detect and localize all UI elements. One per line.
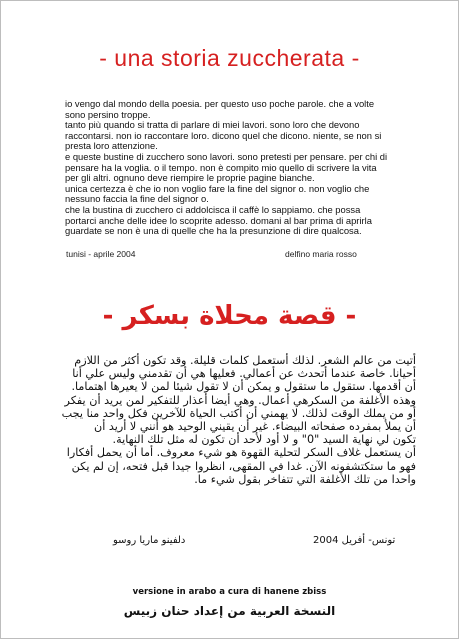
arabic-poem bbox=[51, 354, 416, 486]
arabic-poem-line: أن أقدمها. ستقول ما ستقول و يمكن أن لا تقول شيئا لمن لا يعيرها اهتماما. bbox=[71, 380, 416, 394]
italian-poem-line: e queste bustine di zucchero sono lavori. sono pretesti per pensare. per chi di bbox=[65, 150, 388, 162]
translation-credit-italian: versione in arabo a cura di hanene zbiss bbox=[132, 587, 327, 597]
arabic-poem-line: وهذه الأغلفة من السكرهي أعمال. وهي أيضا أعذار للتفكير لمن يريد أن يفكر bbox=[64, 393, 416, 407]
italian-title: - una storia zuccherata - bbox=[99, 45, 360, 71]
italian-place-date: tunisi - aprile 2004 bbox=[66, 249, 136, 259]
arabic-author: دلفينو ماريا روسو bbox=[113, 535, 186, 546]
italian-poem-line: io vengo dal mondo della poesia. per questo uso poche parole. che a volte bbox=[65, 98, 375, 109]
italian-poem-line: unica certezza è che io non voglio fare la fine del signor o. non voglio che bbox=[65, 182, 370, 194]
italian-poem-line: guardate se non è una di quelle che ha la presunzione di dire qualcosa. bbox=[65, 225, 362, 237]
arabic-poem-line: تكون لي نهاية السيد "0" و لا أود لأحد أن تكون له مثل تلك النهاية. bbox=[112, 433, 416, 447]
arabic-poem-line: أو من يملك الوقت لذلك. لا يهمني أن أكتب الحياة للآخرين فكل واحد منا يجب bbox=[61, 406, 416, 420]
italian-poem-line: presta loro attenzione. bbox=[65, 140, 158, 152]
italian-poem-line: tanto più quando si tratta di parlare di miei lavori. sono loro che devono bbox=[65, 119, 360, 131]
italian-poem-line: sono persino troppe. bbox=[65, 108, 151, 120]
arabic-poem-line: أن يستعمل غلاف السكر لتحلية القهوة هو شيء معروف. أما أن يحمل أفكارا bbox=[66, 446, 416, 460]
italian-poem-line: portarci anche delle idee lo scoprite adesso. domani al bar prima di aprirla bbox=[65, 214, 372, 226]
arabic-poem-line: واحدا من تلك الأغلفة التي تتفاخر بقول شيء ما. bbox=[194, 472, 416, 486]
italian-poem-line: nessuno faccia la fine del signor o. bbox=[65, 193, 209, 205]
italian-poem-line: raccontarsi. non io raccontare loro. dicono quel che dicono. niente, se non si bbox=[65, 129, 382, 141]
italian-poem-line: che la bustina di zucchero ci addolcisca il caffè lo sappiamo. che possa bbox=[65, 203, 361, 215]
arabic-poem-line: أحيانا. خاصة عندما أتحدث عن أعمالي. فعليها هي أن تقدمني وليس علي أنا bbox=[72, 367, 416, 381]
arabic-poem-line: فهو ما ستكتشفونه الآن. غدا في المقهى، انظروا جيدا قبل فتحه، إن لم يكن bbox=[71, 459, 416, 473]
italian-author: delfino maria rosso bbox=[285, 249, 357, 259]
arabic-title: - قصة محلاة بسكر - bbox=[102, 301, 357, 331]
italian-poem-line: pensare ha la voglia. o il tempo. non è compito mio quello di scrivere la vita bbox=[65, 161, 377, 173]
arabic-poem-line: أتيت من عالم الشعر. لذلك أستعمل كلمات قليلة. وقد تكون أكثر من اللازم bbox=[74, 354, 416, 367]
italian-poem bbox=[65, 99, 405, 237]
italian-poem-line: per gli altri. ognuno deve riempire le proprie pagine bianche. bbox=[65, 172, 315, 184]
arabic-place-date: تونس- أفريل 2004 bbox=[313, 535, 396, 546]
arabic-poem-line: أن يملأ بمفرده صفحاته البيضاء. غير أن يقيني الوحيد هو أنني لا أريد أن bbox=[93, 420, 416, 434]
translation-credit-arabic: النسخة العربية من إعداد حنان زبيس bbox=[123, 604, 336, 618]
